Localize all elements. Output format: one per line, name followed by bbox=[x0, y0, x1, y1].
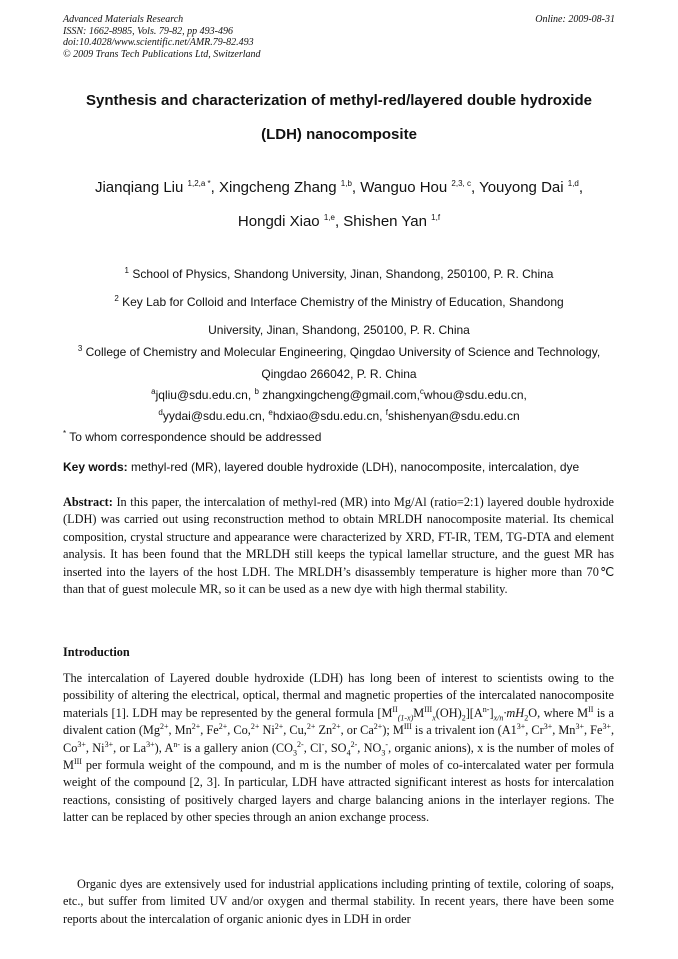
text-run: The intercalation of Layered double hydroxide (LDH) has long been of interest to scientists owing to the possibility of altering the electrical, optical, thermal and magnetic properties of the intercalated nanocomposite materials [1]. LDH may be represented by the general formula [M bbox=[63, 671, 614, 720]
sup: 3+ bbox=[77, 739, 86, 749]
sup: 2+ bbox=[191, 722, 201, 732]
text-run: is a trivalent ion (A1 bbox=[411, 723, 517, 738]
author-name: Youyong Dai bbox=[479, 179, 564, 196]
author-sep: , bbox=[334, 213, 344, 230]
affiliation-1 bbox=[40, 267, 638, 281]
sup: - bbox=[321, 739, 325, 749]
author-sup: 2,3, c bbox=[451, 179, 471, 188]
text-run: , NO bbox=[357, 740, 382, 755]
copyright-line: © 2009 Trans Tech Publications Ltd, Switzerland bbox=[63, 48, 261, 60]
sub: (1-x) bbox=[397, 713, 414, 723]
correspondence-note bbox=[63, 430, 321, 444]
text-run: is a divalent cation (Mg bbox=[63, 705, 614, 738]
text-run: , Cu, bbox=[283, 723, 307, 738]
sup: 2+ bbox=[218, 722, 228, 732]
author-sup: 1,d bbox=[567, 179, 579, 188]
author-sup: 1,b bbox=[340, 179, 352, 188]
email-sup: d bbox=[158, 408, 163, 417]
text-run: , organic anions), x is the number of moles of M bbox=[63, 740, 614, 773]
text-run: Zn bbox=[315, 723, 333, 738]
sup: II bbox=[392, 704, 398, 714]
text-run: , Fe bbox=[200, 723, 219, 738]
sup: 2+ bbox=[332, 722, 341, 732]
text-run: O, where M bbox=[528, 705, 589, 720]
sup: 3+ bbox=[602, 722, 611, 732]
text-run: , Ni bbox=[85, 740, 105, 755]
text-run: , Co, bbox=[227, 723, 251, 738]
affiliation-text: College of Chemistry and Molecular Engineering, Qingdao University of Science and Technology, bbox=[85, 345, 601, 359]
author-list-line-2 bbox=[30, 213, 648, 230]
text-run: , SO bbox=[324, 740, 347, 755]
author-sep: , bbox=[470, 179, 480, 196]
sup: 3+ bbox=[575, 722, 584, 732]
correspondence-sup: * bbox=[63, 429, 67, 438]
online-date: Online: 2009-08-31 bbox=[535, 14, 615, 25]
author-sep: , bbox=[210, 179, 219, 196]
author-sup: 1,2,a * bbox=[187, 179, 211, 188]
email-sup: a bbox=[151, 387, 156, 396]
keywords bbox=[63, 460, 623, 474]
affiliation-text: Key Lab for Colloid and Interface Chemistry of the Ministry of Education, Shandong bbox=[122, 295, 564, 309]
author-sep: , bbox=[578, 179, 584, 196]
sup: n- bbox=[173, 739, 180, 749]
sup: III bbox=[403, 722, 412, 732]
sup: 2+ bbox=[274, 722, 284, 732]
email-text: jqliu@sdu.edu.cn, bbox=[155, 388, 255, 402]
doi-line: doi:10.4028/www.scientific.net/AMR.79-82.493 bbox=[63, 37, 254, 49]
email-line-2 bbox=[40, 409, 638, 423]
email-line-1 bbox=[40, 388, 638, 402]
sub: 2 bbox=[524, 713, 529, 723]
issn-line: ISSN: 1662-8985, Vols. 79-82, pp 493-496 bbox=[63, 25, 233, 37]
sup: 3+ bbox=[543, 722, 553, 732]
text-run: Ni bbox=[259, 723, 275, 738]
sup: III bbox=[73, 756, 82, 766]
sub: 3 bbox=[381, 748, 386, 758]
sub: x/n bbox=[493, 713, 504, 723]
text-run: (OH) bbox=[435, 705, 462, 720]
text-run: ), A bbox=[154, 740, 174, 755]
text-run: , Mn bbox=[168, 723, 192, 738]
sup: 2- bbox=[350, 739, 358, 749]
sup: 3+ bbox=[104, 739, 114, 749]
text-run: is a gallery anion (CO bbox=[180, 740, 294, 755]
sub: 3 bbox=[293, 748, 298, 758]
author-sup: 1,e bbox=[323, 213, 335, 222]
sup: 2+ bbox=[250, 722, 260, 732]
affiliation-2-line-2: University, Jinan, Shandong, 250100, P. R. China bbox=[208, 323, 470, 337]
introduction-paragraph-1 bbox=[63, 670, 614, 827]
text-run: , or Ca bbox=[340, 723, 374, 738]
sup: 2+ bbox=[373, 722, 383, 732]
text-run: M bbox=[413, 705, 425, 720]
sup: III bbox=[424, 704, 433, 714]
journal-header bbox=[63, 14, 261, 60]
abstract-label: Abstract: bbox=[63, 495, 113, 509]
text-run: , or La bbox=[113, 740, 147, 755]
affiliation-3-line-2: Qingdao 266042, P. R. China bbox=[261, 367, 417, 381]
text-run: ); M bbox=[382, 723, 404, 738]
text-run: ·mH bbox=[503, 705, 525, 720]
sup: 3+ bbox=[516, 722, 526, 732]
author-name: Wanguo Hou bbox=[360, 179, 448, 196]
affiliation-text: School of Physics, Shandong University, Jinan, Shandong, 250100, P. R. China bbox=[132, 267, 554, 281]
sup: 3+ bbox=[146, 739, 155, 749]
keywords-label: Key words: bbox=[63, 460, 128, 474]
introduction-paragraph-2: Organic dyes are extensively used for industrial applications including printing of textile, coloring of soaps, etc., but suffer from limited UV and/or oxygen and thermal stability. In recent years, there have been some reports about the intercalation of organic anionic dyes in LDH in order bbox=[63, 877, 614, 926]
correspondence-text: To whom correspondence should be addressed bbox=[66, 430, 322, 444]
email-sup: c bbox=[419, 387, 424, 396]
email-text: whou@sdu.edu.cn, bbox=[423, 388, 527, 402]
sub: 4 bbox=[346, 748, 351, 758]
email-text: yydai@sdu.edu.cn, bbox=[162, 409, 269, 423]
affiliation-2-line-1 bbox=[40, 295, 638, 309]
author-name: Xingcheng Zhang bbox=[219, 179, 337, 196]
sup: II bbox=[588, 704, 594, 714]
journal-name: Advanced Materials Research bbox=[63, 14, 184, 25]
text-run: , Fe bbox=[583, 723, 603, 738]
sup: - bbox=[385, 739, 389, 749]
author-name: Shishen Yan bbox=[343, 213, 427, 230]
author-sep: , bbox=[351, 179, 361, 196]
abstract-text: In this paper, the intercalation of methyl-red (MR) into Mg/Al (ratio=2:1) layered double hydroxide (LDH) was carried out using reconstruction method to obtain MRLDH nanocomposite material. Its chemical composition, crystal structure and appearance were characterized by XRD, FT-IR, TEM, TG-DTA and element analysis. It has been found that the MRLDH still keeps the typical lamellar structure, and the guest MR has inserted into the layers of the host LDH. The MRLDH’s disassembly temperature is higher more than 70℃ than that of guest molecule MR, so it can be used as a new dye with high thermal stability. bbox=[63, 495, 614, 597]
paper-title-line-2: (LDH) nanocomposite bbox=[261, 126, 417, 143]
author-list-line-1 bbox=[30, 179, 648, 196]
section-heading-introduction: Introduction bbox=[63, 645, 130, 659]
email-sup: b bbox=[254, 387, 259, 396]
paper-title-line-1: Synthesis and characterization of methyl-red/layered double hydroxide bbox=[86, 92, 592, 109]
email-sup: f bbox=[385, 408, 389, 417]
text-run: per formula weight of the compound, and m is the number of moles of co-intercalated water per formula weight of the compound [2, 3]. In particular, LDH have attracted significant interest as hosts for intercalation reactions, consisting of positively charged layers and charge balancing anions in the interlayer regions. The latter can be replaced by other species through an anion exchange process. bbox=[63, 758, 614, 825]
abstract bbox=[63, 494, 614, 598]
affiliation-sup: 2 bbox=[114, 294, 119, 303]
sup: 2+ bbox=[306, 722, 316, 732]
email-sup: e bbox=[268, 408, 273, 417]
text-run: , Cl bbox=[303, 740, 322, 755]
email-text: zhangxingcheng@gmail.com, bbox=[258, 388, 420, 402]
text-run: ] bbox=[489, 705, 494, 720]
email-text: shishenyan@sdu.edu.cn bbox=[388, 409, 520, 423]
text-run: , Mn bbox=[552, 723, 576, 738]
author-name: Jianqiang Liu bbox=[94, 179, 184, 196]
email-text: hdxiao@sdu.edu.cn, bbox=[272, 409, 386, 423]
sub: 2 bbox=[461, 713, 466, 723]
affiliation-3-line-1 bbox=[40, 345, 638, 359]
text-run: ][A bbox=[465, 705, 483, 720]
sup: n- bbox=[482, 704, 490, 714]
text-run: , Cr bbox=[525, 723, 544, 738]
sub: x bbox=[432, 713, 436, 723]
affiliation-sup: 1 bbox=[124, 266, 129, 275]
text-run: , Co bbox=[63, 723, 615, 755]
author-name: Hongdi Xiao bbox=[237, 213, 320, 230]
affiliation-sup: 3 bbox=[77, 344, 83, 353]
sup: 2- bbox=[297, 739, 304, 749]
keywords-text: methyl-red (MR), layered double hydroxide (LDH), nanocomposite, intercalation, dye bbox=[127, 460, 580, 474]
sup: 2+ bbox=[160, 722, 169, 732]
author-sup: 1,f bbox=[431, 213, 441, 222]
